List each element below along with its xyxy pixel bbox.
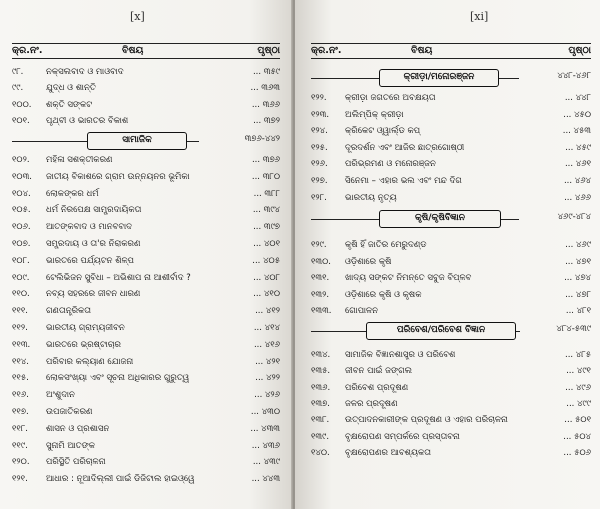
toc-row [12,152,280,168]
toc-row [12,471,280,487]
toc-row [12,253,280,269]
header-serial: କ୍ର.ନଂ. [311,45,342,56]
entry-number: ୧୩୫. [311,366,331,377]
entry-number: ୧୧୭. [12,407,29,417]
entry-page: ... ୪୧୬ [253,339,280,350]
entry-title: ଉପଜାତିକରଣ [46,407,93,417]
section-line [501,219,519,220]
toc-row [12,438,280,454]
toc-row [12,354,280,370]
entry-page: ... ୪୯୯ [566,398,591,409]
entry-page: ... ୪୪୩ [251,474,280,485]
entry-number: ୧୦୪. [12,188,31,199]
entry-page: ... ୩୮୦ [251,171,280,182]
entry-number: ୧୦୮. [12,255,30,266]
entry-page: ... ୪୮୧ [565,306,591,316]
entry-page: ... ୩୬୩ [250,83,280,94]
entry-title: ଖାଦ୍ୟ ସଙ୍କଟ ନିମନ୍ତେ ସବୁଜ ବିପ୍ଳବ [345,273,472,283]
entry-title: ଭାରତୀୟ ନୃତ୍ୟ [345,192,397,203]
entry-title: ଉତ୍ପାଦନକାରୀଙ୍କ ପ୍ରଦୂଷଣ ଓ ଏହାର ପରିଚାଳନା [345,415,508,426]
entry-page: ... ୪୯୧ [566,366,591,377]
section-line [516,331,520,332]
entry-title: ପରିଭ୍ରମଣ ଓ ମନୋରଞ୍ଜନ [345,159,436,170]
toc-row [12,97,280,113]
entry-number: ୧୦୧. [12,115,30,126]
entry-page: ... ୪୯୬ [565,382,591,393]
toc-row [311,107,591,123]
header-topic: ବିଷୟ [122,45,144,56]
entry-title: ଦୂରଦର୍ଶନ ଏବଂ ଆଜିର ଛାତ୍ରଗୋଷ୍ଠୀ [345,142,465,153]
entry-page: ... ୩୮୮ [253,188,280,199]
entry-number: ୧୩୭. [311,398,331,409]
entry-page: ... ୪୧୪ [253,323,280,333]
entry-page: ... ୪୩୯ [252,457,280,468]
entry-title: ସୁନାମି ଆତଙ୍କ [46,440,96,451]
entry-page: ... ୪୬୧ [564,159,591,170]
entry-number: ୯୮. [12,67,24,77]
entry-number: ୧୧୬. [12,390,29,401]
entry-title: ଭାରତରେ ପର୍ଯ୍ୟଟନ ଶିଳ୍ପ [46,255,135,266]
section-title: କ୍ରୀଡ଼ା/ମନୋରଞ୍ଜନ [379,69,499,87]
entry-title: ଆତଙ୍କବାଦ ଓ ମାନବବାଦ [46,222,132,233]
entry-number: ୧୨୭. [311,176,328,186]
entry-number: ୯୯. [12,83,24,94]
entry-title: ଓଡ଼ିଶାରେ କୃଷି [345,256,392,267]
section-header [311,69,591,87]
entry-number: ୧୦୨. [12,155,30,165]
entry-number: ୧୩୨. [311,289,330,300]
entry-title: ଶାସନ ଓ ପ୍ରଶାସନ [46,423,110,434]
header-topic: ବିଷୟ [411,45,433,56]
entry-page: ... ୪୩୦ [250,407,280,417]
entry-page: ... ୪୧୨ [255,306,280,317]
section-header [311,210,591,228]
table-header [12,43,280,61]
toc-row [12,387,280,403]
toc-row [12,113,280,129]
entry-number: ୧୨୦. [12,457,30,468]
entry-title: ବୃକ୍ଷରୋପଣର ଆବଶ୍ୟକତା [345,447,432,458]
toc-row [311,287,591,303]
section-range: ୪୮୪-୫୩୯ [556,324,591,334]
entry-page: ... ୫୦୬ [563,447,591,458]
entry-title: କ୍ରିକେଟ ଓ୍ୱାର୍ଲ୍ଡ କପ୍ [345,126,421,137]
toc-row [12,286,280,302]
entry-page: ... ୫୦୧ [564,415,591,426]
toc-row [311,363,591,379]
section-line [187,141,199,142]
entry-title: ସାମାଜିକ ବିଜ୍ଞାନଶାସ୍ତ୍ର ଓ ପରିବେଶ [345,350,456,360]
toc-row [311,140,591,156]
entry-number: ୧୦୯. [12,272,30,283]
toc-row [12,454,280,470]
header-page: ପୃଷ୍ଠା [568,45,591,56]
section-range: ୩୭୬-୪୪୨ [244,134,280,144]
toc-row [12,169,280,185]
toc-row [12,64,280,80]
toc-row [311,237,591,253]
entry-number: ୧୧୨. [12,323,28,333]
header-rule-bottom [12,58,280,59]
section-title: ପରିବେଶ/ପରିବେଶ ବିଜ୍ଞାନ [366,322,516,340]
entry-title: ଗୋପାଳନ [345,306,379,316]
entry-title: କୃଷି ହିଁ ଜାତିର ମେରୁଦଣ୍ଡ [345,240,427,250]
entry-page: ... ୩୬୬ [251,99,280,110]
entry-page: ... ୪୧୦ [253,289,280,300]
entry-page: ... ୪୭୪ [564,273,591,283]
entry-number: ୧୨୧. [12,474,28,485]
toc-row [311,254,591,270]
entry-number: ୧୦୭. [12,239,31,249]
section-line [311,331,366,332]
entry-number: ୧୨୯. [311,240,327,250]
entry-number: ୧୧୫. [12,373,29,384]
entry-title: ଭାରତରେ ଭ୍ରଷ୍ଟାଚାର [46,339,121,350]
entry-title: ଆଧାର : ନୂଆଦିଲ୍ଲୀ ପାଇଁ ଡିଜିଟାଲ ହାଇଓ୍ୱେ [46,474,195,485]
entry-title: ନକ୍ସଲବାଦ ଓ ମାଓବାଦ [46,67,124,77]
entry-title: ଧର୍ମ ନିରପେକ୍ଷ ସାମ୍ପ୍ରଦାୟିକତା [46,205,142,216]
toc-row [12,337,280,353]
entry-page: ... ୪୬୬ [564,192,591,203]
toc-row [311,412,591,428]
section-line [499,78,519,79]
entry-number: ୧୨୨. [311,93,327,103]
toc-row [12,270,280,286]
section-title: ସାମାଜିକ [87,132,187,150]
entry-title: ପୃଥ୍ବୀ ଓ ଭାରତର ବିକାଶ [46,115,129,126]
entry-number: ୧୩୯. [311,431,330,442]
entry-title: ଲୋକସଂଖ୍ୟା ଏବଂ ସୂଚନା ଅଧିକାରର ଗୁରୁତ୍ୱ [46,373,190,384]
toc-row [311,380,591,396]
entry-number: ୧୦୦. [12,99,32,110]
toc-row [12,303,280,319]
entry-page: ... ୪୦୮ [253,272,280,283]
entry-page: ... ୪୪୮ [564,93,591,103]
entry-page: ... ୪୩୬ [251,440,280,451]
toc-row [311,429,591,445]
header-rule-top [12,43,280,44]
entry-page: ... ୩୭୨ [253,115,280,126]
right-page [295,0,600,509]
left-page [0,0,293,509]
entry-page: ... ୪୫୯ [565,142,591,153]
entry-page: ... ୩୭୬ [251,155,280,165]
entry-page: ... ୪୫୦ [563,109,591,120]
header-rule-top [311,43,591,44]
entry-title: ଜଳର ପ୍ରଦୂଷଣ [345,398,398,409]
entry-page: ... ୪୭୧ [565,256,591,267]
entry-page: ... ୪୦୧ [253,239,280,249]
section-line [311,78,379,79]
entry-number: ୧୦୫. [12,205,31,216]
entry-title: ଯୁଦ୍ଧ ଓ ଶାନ୍ତି [46,83,96,94]
toc-row [311,190,591,206]
entry-page: ... ୪୨୨ [255,373,280,384]
entry-number: ୧୩୧. [311,273,330,283]
entry-number: ୧୦୬. [12,222,31,233]
entry-number: ୧୨୮. [311,192,327,203]
entry-title: ଅଂଶୁଦାନ [46,390,75,401]
toc-row [12,186,280,202]
toc-row [311,303,591,319]
toc-row [12,236,280,252]
entry-title: ଭାରତୀୟ ଗ୍ରାମ୍ୟଜୀବନ [46,323,125,333]
entry-title: ପରିବେଶ ପ୍ରଦୂଷଣ [345,382,409,393]
entry-title: ଜୀବନ ପାଇଁ ଜଙ୍ଗଲ [345,366,412,377]
entry-title: ପରିବାର କଲ୍ୟାଣ ଯୋଜନା [46,356,134,367]
entry-title: ଓଡ଼ିଶାରେ କୃଷି ଓ କୃଷକ [345,289,422,300]
toc-row [12,202,280,218]
entry-title: ପରିସ୍ଥିତି ପରିଚାଳନା [46,457,106,468]
toc-row [311,123,591,139]
section-title: କୃଷି/କୃଷିବିଜ୍ଞାନ [379,210,501,228]
entry-page: ... ୪୩୩ [250,423,280,434]
entry-title: ବୃକ୍ଷରୋପଣ ସମ୍ପର୍କରେ ପ୍ରସ୍ତାବନା [345,431,460,442]
entry-number: ୧୨୬. [311,159,328,170]
entry-number: ୧୨୩. [311,109,330,120]
entry-title: ଜାତୀୟ ବିକାଶରେ ଗ୍ରାମ ଉନ୍ନୟନର ଭୂମିକା [46,171,190,182]
entry-number: ୧୩୬. [311,382,331,393]
entry-title: ନବ୍ୟ ସହରରେ ଜୀବନ ଧାରଣ [46,289,141,300]
entry-title: ସିନେମା – ଏହାର ଭଲ ଏବଂ ମନ୍ଦ ଦିଗ [345,176,462,186]
entry-page: ... ୪୭୮ [565,289,591,300]
page-number: [xi] [470,10,489,23]
header-serial: କ୍ର.ନଂ. [12,45,43,56]
entry-number: ୧୩୩. [311,306,332,316]
entry-number: ୧୪୦. [311,447,330,458]
toc-row [311,173,591,189]
section-range: ୪୬୯-୪୮୪ [557,212,591,222]
entry-title: ଟେଲିଭିଜନ ସୁବିଧା – ଅଭିଶାପ ନା ଆଶୀର୍ବାଦ ? [46,272,191,283]
section-header [311,322,591,340]
toc-row [12,80,280,96]
entry-page: ... ୪୨୧ [255,356,280,367]
entry-number: ୧୩୦. [311,256,331,267]
page-number: [x] [130,10,145,23]
entry-title: ଶକ୍ତି ସଙ୍କଟ [46,99,93,110]
entry-number: ୧୧୪. [12,356,30,367]
toc-row [311,347,591,363]
header-page: ପୃଷ୍ଠା [257,45,280,56]
toc-row [12,404,280,420]
toc-row [12,370,280,386]
entry-title: କ୍ରୀଡ଼ା ଜଗତରେ ଅବକ୍ଷୟତା [345,93,436,103]
entry-page: ... ୩୫୯ [252,67,280,77]
entry-page: ... ୪୦୫ [252,255,280,266]
section-header [12,132,280,150]
entry-number: ୧୧୮. [12,423,28,434]
entry-number: ୧୧୧. [12,306,28,317]
toc-row [311,90,591,106]
entry-number: ୧୩୪. [311,350,331,360]
entry-title: ଗଣତାନ୍ତ୍ରିକତା [46,306,92,317]
entry-title: ସମ୍ପ୍ରଦାୟ ଓ ତା'ର ନିରାକରଣ [46,239,141,249]
entry-page: ... ୪୨୬ [254,390,280,401]
table-header [311,43,591,61]
entry-page: ... ୩୯୭ [253,222,280,233]
toc-row [12,421,280,437]
entry-page: ... ୪୫୩ [562,126,591,137]
entry-page: ... ୫୦୪ [563,431,591,442]
entry-title: ଲୋକଙ୍କର ଧର୍ମ [46,188,99,199]
entry-page: ... ୪୬୪ [563,176,591,186]
section-range: ୪୪୮-୪୬୮ [557,71,591,81]
entry-number: ୧୦୩. [12,171,32,182]
entry-number: ୧୧୦. [12,289,30,300]
toc-row [311,445,591,461]
entry-page: ... ୪୮୫ [565,350,591,360]
entry-number: ୧୨୫. [311,142,328,153]
toc-row [311,156,591,172]
entry-title: ମହିଳା ସଶକ୍ତୀକରଣ [46,155,113,165]
entry-page: ... ୪୬୯ [565,240,591,250]
entry-title: ଅଲିମ୍ପିକ୍ କ୍ରୀଡ଼ା [345,109,404,120]
entry-number: ୧୧୯. [12,440,28,451]
toc-row [12,219,280,235]
entry-page: ... ୩୯୪ [252,205,280,216]
header-rule-bottom [311,58,591,59]
section-line [12,141,87,142]
toc-row [311,396,591,412]
toc-row [311,270,591,286]
entry-number: ୧୩୮. [311,415,330,426]
section-line [311,219,379,220]
toc-row [12,320,280,336]
entry-number: ୧୨୪. [311,126,328,137]
entry-number: ୧୧୩. [12,339,31,350]
